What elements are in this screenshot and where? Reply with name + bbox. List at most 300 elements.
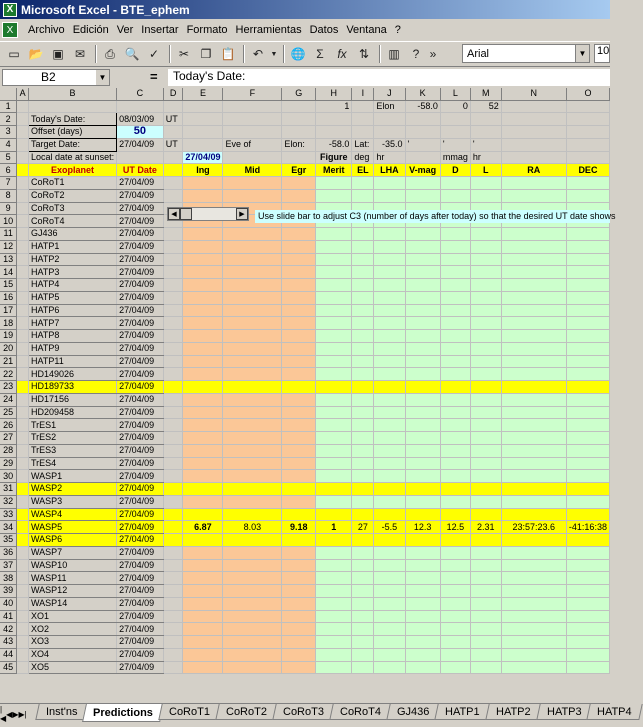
cell-b[interactable]: WASP4: [29, 508, 117, 521]
cell-c[interactable]: 27/04/09: [117, 368, 164, 381]
cell-k[interactable]: ': [405, 138, 440, 151]
cell-o[interactable]: [566, 419, 609, 432]
cell-g[interactable]: [282, 636, 316, 649]
cell-e[interactable]: [183, 559, 223, 572]
cell-a[interactable]: [17, 126, 29, 139]
cell-l[interactable]: [440, 113, 470, 126]
cell-i[interactable]: [352, 495, 374, 508]
cell-h[interactable]: Merit: [316, 164, 352, 177]
cell-a[interactable]: [17, 164, 29, 177]
cell-k[interactable]: [405, 228, 440, 241]
cell-f[interactable]: [223, 559, 282, 572]
cell-h[interactable]: [316, 432, 352, 445]
cell-m[interactable]: L: [470, 164, 501, 177]
cell-g[interactable]: [282, 610, 316, 623]
cell-f[interactable]: [223, 636, 282, 649]
cell-o[interactable]: [566, 406, 609, 419]
cell-o[interactable]: [566, 304, 609, 317]
row-header[interactable]: 24: [0, 393, 17, 406]
cell-a[interactable]: [17, 483, 29, 496]
cell-j[interactable]: [374, 559, 405, 572]
chart-wizard-icon[interactable]: ▥: [388, 47, 400, 61]
cell-a[interactable]: [17, 317, 29, 330]
cell-k[interactable]: [405, 177, 440, 190]
cell-f[interactable]: [223, 177, 282, 190]
cell-e[interactable]: [183, 585, 223, 598]
cell-o[interactable]: [566, 177, 609, 190]
cell-i[interactable]: [352, 177, 374, 190]
cell-k[interactable]: -58.0: [405, 100, 440, 113]
formula-equals-icon[interactable]: =: [150, 69, 158, 84]
cell-i[interactable]: [352, 648, 374, 661]
sheet-tab-corot1[interactable]: [158, 704, 220, 720]
cell-h[interactable]: 1: [316, 521, 352, 534]
next-sheet-icon[interactable]: ▶: [12, 709, 19, 719]
column-header-g[interactable]: G: [282, 88, 316, 100]
cell-f[interactable]: [223, 572, 282, 585]
cell-k[interactable]: [405, 189, 440, 202]
cell-g[interactable]: [282, 546, 316, 559]
cell-o[interactable]: [566, 661, 609, 674]
cell-m[interactable]: [470, 330, 501, 343]
cell-k[interactable]: [405, 495, 440, 508]
cell-j[interactable]: [374, 610, 405, 623]
cell-k[interactable]: [405, 151, 440, 164]
cell-n[interactable]: [501, 126, 566, 139]
cell-g[interactable]: [282, 381, 316, 394]
cell-f[interactable]: [223, 597, 282, 610]
cell-l[interactable]: [440, 546, 470, 559]
cell-n[interactable]: [501, 253, 566, 266]
cell-k[interactable]: [405, 330, 440, 343]
cell-l[interactable]: [440, 597, 470, 610]
cell-a[interactable]: [17, 253, 29, 266]
cell-j[interactable]: [374, 228, 405, 241]
formula-input[interactable]: Today's Date:: [168, 69, 610, 86]
cell-k[interactable]: [405, 559, 440, 572]
cell-l[interactable]: [440, 534, 470, 547]
cell-f[interactable]: [223, 508, 282, 521]
cell-e[interactable]: [183, 483, 223, 496]
cell-j[interactable]: [374, 406, 405, 419]
cell-h[interactable]: [316, 636, 352, 649]
cell-l[interactable]: [440, 330, 470, 343]
cell-h[interactable]: [316, 623, 352, 636]
cell-o[interactable]: [566, 457, 609, 470]
cell-e[interactable]: [183, 381, 223, 394]
cell-f[interactable]: [223, 151, 282, 164]
cell-l[interactable]: [440, 406, 470, 419]
cell-h[interactable]: [316, 240, 352, 253]
cell-e[interactable]: [183, 177, 223, 190]
cell-g[interactable]: [282, 189, 316, 202]
cell-b[interactable]: WASP3: [29, 495, 117, 508]
cell-d[interactable]: [163, 648, 183, 661]
menu-ver[interactable]: Ver: [116, 24, 134, 36]
column-header-h[interactable]: H: [316, 88, 352, 100]
cell-j[interactable]: [374, 330, 405, 343]
cell-f[interactable]: [223, 266, 282, 279]
cell-m[interactable]: [470, 432, 501, 445]
cell-a[interactable]: [17, 457, 29, 470]
cell-d[interactable]: [163, 164, 183, 177]
row-header[interactable]: 37: [0, 559, 17, 572]
row-header[interactable]: 26: [0, 419, 17, 432]
name-box[interactable]: [2, 69, 110, 86]
cell-k[interactable]: [405, 279, 440, 292]
cell-n[interactable]: [501, 355, 566, 368]
cell-e[interactable]: [183, 444, 223, 457]
cell-h[interactable]: [316, 368, 352, 381]
cell-k[interactable]: [405, 623, 440, 636]
cell-g[interactable]: [282, 291, 316, 304]
cell-m[interactable]: [470, 279, 501, 292]
cell-f[interactable]: [223, 342, 282, 355]
cell-h[interactable]: [316, 610, 352, 623]
cell-o[interactable]: [566, 291, 609, 304]
cell-d[interactable]: [163, 585, 183, 598]
cell-o[interactable]: [566, 508, 609, 521]
cell-k[interactable]: [405, 266, 440, 279]
cell-b[interactable]: HD209458: [29, 406, 117, 419]
column-header-j[interactable]: J: [374, 88, 405, 100]
cell-b[interactable]: Today's Date:: [29, 113, 117, 126]
menu-herramientas[interactable]: Herramientas: [235, 24, 302, 36]
cell-h[interactable]: [316, 393, 352, 406]
cell-b[interactable]: [29, 100, 117, 113]
paste-icon[interactable]: 📋: [220, 47, 236, 61]
cell-l[interactable]: ': [440, 138, 470, 151]
row-header[interactable]: 23: [0, 381, 17, 394]
cell-e[interactable]: [183, 304, 223, 317]
cell-a[interactable]: [17, 470, 29, 483]
cell-i[interactable]: [352, 457, 374, 470]
cell-e[interactable]: [183, 138, 223, 151]
cell-g[interactable]: [282, 661, 316, 674]
cell-a[interactable]: [17, 636, 29, 649]
cell-d[interactable]: [163, 661, 183, 674]
cell-d[interactable]: UT: [163, 138, 183, 151]
cell-c[interactable]: 27/04/09: [117, 495, 164, 508]
cell-i[interactable]: [352, 228, 374, 241]
cell-o[interactable]: [566, 151, 609, 164]
cell-f[interactable]: [223, 419, 282, 432]
hyperlink-icon[interactable]: 🌐: [290, 47, 306, 61]
cell-e[interactable]: [183, 355, 223, 368]
cell-a[interactable]: [17, 585, 29, 598]
row-header[interactable]: 1: [0, 100, 17, 113]
cell-e[interactable]: [183, 597, 223, 610]
cell-i[interactable]: [352, 559, 374, 572]
cell-e[interactable]: [183, 113, 223, 126]
cell-e[interactable]: [183, 546, 223, 559]
cell-g[interactable]: [282, 240, 316, 253]
cell-a[interactable]: [17, 266, 29, 279]
cell-o[interactable]: [566, 100, 609, 113]
cell-e[interactable]: [183, 572, 223, 585]
cell-j[interactable]: [374, 546, 405, 559]
cell-i[interactable]: [352, 368, 374, 381]
cell-m[interactable]: [470, 381, 501, 394]
cell-k[interactable]: [405, 610, 440, 623]
cell-a[interactable]: [17, 330, 29, 343]
cell-f[interactable]: [223, 100, 282, 113]
cell-o[interactable]: [566, 240, 609, 253]
cell-k[interactable]: [405, 572, 440, 585]
menu-edicion[interactable]: Edición: [72, 24, 109, 36]
sheet-tab-gj436[interactable]: [386, 704, 440, 720]
cell-h[interactable]: [316, 113, 352, 126]
cell-n[interactable]: [501, 393, 566, 406]
cell-n[interactable]: [501, 100, 566, 113]
cell-j[interactable]: [374, 648, 405, 661]
cell-e[interactable]: 27/04/09: [183, 151, 223, 164]
cell-i[interactable]: [352, 381, 374, 394]
cell-i[interactable]: [352, 534, 374, 547]
cell-f[interactable]: [223, 228, 282, 241]
cell-i[interactable]: [352, 330, 374, 343]
cell-o[interactable]: [566, 534, 609, 547]
cell-c[interactable]: 27/04/09: [117, 597, 164, 610]
cell-g[interactable]: [282, 508, 316, 521]
cell-d[interactable]: [163, 381, 183, 394]
cell-e[interactable]: [183, 189, 223, 202]
cell-a[interactable]: [17, 610, 29, 623]
cell-b[interactable]: CoRoT2: [29, 189, 117, 202]
cell-n[interactable]: [501, 546, 566, 559]
cell-h[interactable]: -58.0: [316, 138, 352, 151]
cell-b[interactable]: HATP6: [29, 304, 117, 317]
row-header[interactable]: 31: [0, 483, 17, 496]
cell-i[interactable]: [352, 419, 374, 432]
cell-d[interactable]: [163, 266, 183, 279]
cell-g[interactable]: [282, 279, 316, 292]
cell-b[interactable]: WASP10: [29, 559, 117, 572]
cell-a[interactable]: [17, 228, 29, 241]
cell-c[interactable]: 27/04/09: [117, 534, 164, 547]
cell-k[interactable]: [405, 253, 440, 266]
cell-a[interactable]: [17, 444, 29, 457]
cell-n[interactable]: [501, 470, 566, 483]
cell-k[interactable]: [405, 661, 440, 674]
cell-o[interactable]: [566, 444, 609, 457]
cell-i[interactable]: [352, 483, 374, 496]
cell-h[interactable]: [316, 559, 352, 572]
cell-j[interactable]: [374, 661, 405, 674]
cell-a[interactable]: [17, 215, 29, 228]
cell-l[interactable]: [440, 636, 470, 649]
row-header[interactable]: 30: [0, 470, 17, 483]
cell-j[interactable]: [374, 572, 405, 585]
cell-f[interactable]: [223, 368, 282, 381]
cell-a[interactable]: [17, 202, 29, 215]
sheet-tab-hatp2[interactable]: [485, 704, 541, 720]
cell-b[interactable]: WASP2: [29, 483, 117, 496]
cell-m[interactable]: [470, 534, 501, 547]
cell-h[interactable]: [316, 266, 352, 279]
row-header[interactable]: 45: [0, 661, 17, 674]
menu-datos[interactable]: Datos: [309, 24, 339, 36]
cell-i[interactable]: [352, 342, 374, 355]
cell-i[interactable]: [352, 597, 374, 610]
cell-b[interactable]: HATP4: [29, 279, 117, 292]
cell-o[interactable]: [566, 597, 609, 610]
cell-l[interactable]: [440, 393, 470, 406]
cell-k[interactable]: [405, 636, 440, 649]
cell-g[interactable]: 9.18: [282, 521, 316, 534]
row-header[interactable]: 19: [0, 330, 17, 343]
cell-c[interactable]: 27/04/09: [117, 610, 164, 623]
cell-c[interactable]: 27/04/09: [117, 457, 164, 470]
cell-f[interactable]: [223, 495, 282, 508]
cell-d[interactable]: [163, 355, 183, 368]
cell-g[interactable]: [282, 534, 316, 547]
cell-m[interactable]: [470, 393, 501, 406]
cell-a[interactable]: [17, 291, 29, 304]
cell-i[interactable]: [352, 508, 374, 521]
cell-d[interactable]: [163, 279, 183, 292]
cell-m[interactable]: [470, 585, 501, 598]
cell-a[interactable]: [17, 138, 29, 151]
cell-a[interactable]: [17, 546, 29, 559]
cell-n[interactable]: [501, 406, 566, 419]
cell-d[interactable]: [163, 406, 183, 419]
cell-d[interactable]: [163, 317, 183, 330]
cell-c[interactable]: 27/04/09: [117, 559, 164, 572]
cell-m[interactable]: [470, 610, 501, 623]
cell-k[interactable]: [405, 444, 440, 457]
cell-k[interactable]: [405, 483, 440, 496]
cell-f[interactable]: 8.03: [223, 521, 282, 534]
cell-c[interactable]: 27/04/09: [117, 138, 164, 151]
cell-g[interactable]: [282, 355, 316, 368]
cell-o[interactable]: [566, 138, 609, 151]
cell-h[interactable]: 1: [316, 100, 352, 113]
cell-n[interactable]: [501, 534, 566, 547]
cell-m[interactable]: [470, 228, 501, 241]
cell-d[interactable]: [163, 610, 183, 623]
cell-n[interactable]: [501, 342, 566, 355]
function-icon[interactable]: fx: [337, 47, 347, 61]
cell-g[interactable]: [282, 444, 316, 457]
cell-c[interactable]: 27/04/09: [117, 189, 164, 202]
cell-m[interactable]: [470, 126, 501, 139]
cell-b[interactable]: TrES2: [29, 432, 117, 445]
cell-n[interactable]: [501, 189, 566, 202]
cell-j[interactable]: [374, 432, 405, 445]
cell-e[interactable]: [183, 610, 223, 623]
cell-h[interactable]: [316, 546, 352, 559]
row-header[interactable]: 32: [0, 495, 17, 508]
chevron-down-icon[interactable]: ▼: [96, 70, 109, 85]
cell-d[interactable]: [163, 495, 183, 508]
cell-j[interactable]: LHA: [374, 164, 405, 177]
cell-o[interactable]: [566, 368, 609, 381]
cell-j[interactable]: [374, 444, 405, 457]
cell-f[interactable]: [223, 623, 282, 636]
cell-c[interactable]: 27/04/09: [117, 381, 164, 394]
cell-j[interactable]: [374, 266, 405, 279]
menu-archivo[interactable]: Archivo: [28, 24, 65, 36]
cell-l[interactable]: [440, 253, 470, 266]
column-header-l[interactable]: L: [440, 88, 470, 100]
cell-e[interactable]: [183, 419, 223, 432]
cell-k[interactable]: [405, 432, 440, 445]
cell-n[interactable]: [501, 381, 566, 394]
cell-n[interactable]: [501, 648, 566, 661]
column-header-c[interactable]: C: [117, 88, 164, 100]
cell-j[interactable]: [374, 419, 405, 432]
cell-c[interactable]: 08/03/09: [117, 113, 164, 126]
cell-n[interactable]: [501, 330, 566, 343]
cell-a[interactable]: [17, 151, 29, 164]
cell-c[interactable]: 27/04/09: [117, 470, 164, 483]
cell-m[interactable]: [470, 266, 501, 279]
cell-h[interactable]: [316, 597, 352, 610]
cell-o[interactable]: [566, 253, 609, 266]
cell-c[interactable]: 27/04/09: [117, 240, 164, 253]
cell-k[interactable]: [405, 534, 440, 547]
cell-c[interactable]: UT Date: [117, 164, 164, 177]
cell-a[interactable]: [17, 368, 29, 381]
cell-f[interactable]: [223, 585, 282, 598]
cell-j[interactable]: [374, 240, 405, 253]
cell-d[interactable]: [163, 546, 183, 559]
cell-f[interactable]: [223, 393, 282, 406]
cell-g[interactable]: [282, 100, 316, 113]
slider-right-arrow-icon[interactable]: ▶: [236, 208, 248, 220]
cell-k[interactable]: [405, 304, 440, 317]
cell-e[interactable]: [183, 330, 223, 343]
cell-l[interactable]: [440, 483, 470, 496]
cell-m[interactable]: [470, 661, 501, 674]
cell-m[interactable]: ': [470, 138, 501, 151]
cell-a[interactable]: [17, 508, 29, 521]
cell-o[interactable]: [566, 330, 609, 343]
cell-a[interactable]: [17, 100, 29, 113]
cell-j[interactable]: [374, 597, 405, 610]
cell-d[interactable]: [163, 393, 183, 406]
sheet-tab-instns[interactable]: [35, 704, 88, 720]
cell-h[interactable]: [316, 585, 352, 598]
cell-l[interactable]: [440, 495, 470, 508]
cell-d[interactable]: [163, 470, 183, 483]
cell-i[interactable]: [352, 406, 374, 419]
cell-n[interactable]: [501, 240, 566, 253]
cell-k[interactable]: [405, 240, 440, 253]
cell-j[interactable]: [374, 126, 405, 139]
cell-m[interactable]: [470, 636, 501, 649]
cell-n[interactable]: [501, 636, 566, 649]
help-icon[interactable]: ?: [412, 47, 420, 61]
cell-m[interactable]: [470, 419, 501, 432]
select-all-corner[interactable]: [0, 88, 17, 100]
cell-c[interactable]: 27/04/09: [117, 432, 164, 445]
cell-a[interactable]: [17, 355, 29, 368]
row-header[interactable]: 13: [0, 253, 17, 266]
cell-l[interactable]: [440, 661, 470, 674]
cell-f[interactable]: [223, 317, 282, 330]
cell-g[interactable]: [282, 648, 316, 661]
cell-g[interactable]: [282, 572, 316, 585]
sort-ascending-icon[interactable]: ⇅: [358, 47, 370, 61]
cell-a[interactable]: [17, 279, 29, 292]
cell-l[interactable]: [440, 240, 470, 253]
cell-m[interactable]: 2.31: [470, 521, 501, 534]
cell-j[interactable]: Elon: [374, 100, 405, 113]
cell-d[interactable]: [163, 291, 183, 304]
cell-j[interactable]: [374, 470, 405, 483]
